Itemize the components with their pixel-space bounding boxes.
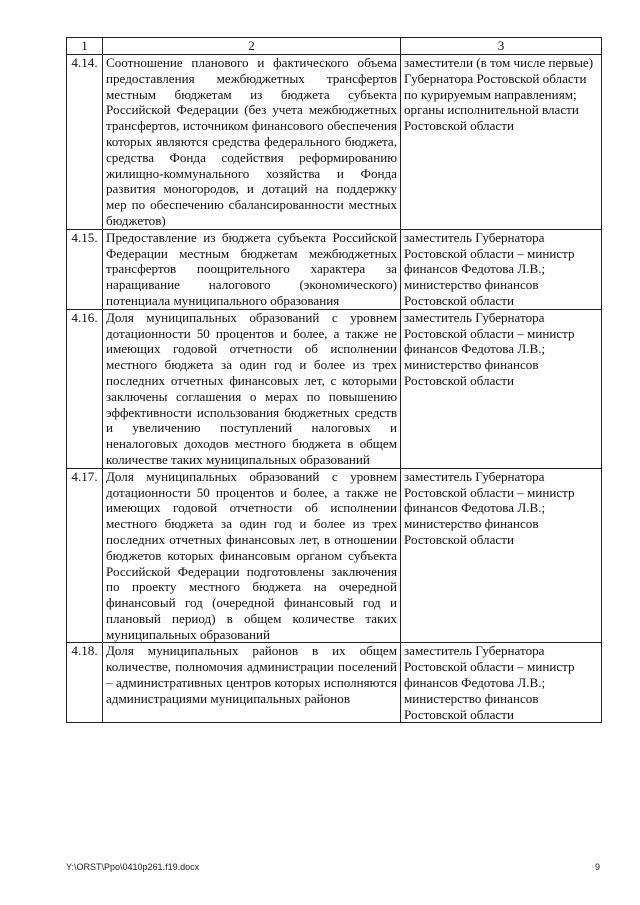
row-description: Предоставление из бюджета субъекта Российской Федерации местным бюджетам межбюджетных трансфертов поощрительного характера за наращивание налогового (экономического) потенциала муниципального образования [103,229,401,309]
table-row [67,309,602,468]
page-number: 9 [594,862,600,872]
table-row [67,643,602,723]
row-responsible: заместитель Губернатора Ростовской области – министр финансов Федотова Л.В.; министерство финансов Ростовской области [401,643,602,723]
row-description: Доля муниципальных образований с уровнем дотационности 50 процентов и более, а также не имеющих годовой отчетности об исполнении местного бюджета за один год и более из трех последних отчетных финансовых лет, с которыми заключены соглашения о мерах по повышению эффективности использования бюджетных средств и увеличению поступлений налоговых и неналоговых доходов местного бюджета в общем количестве таких муниципальных образований [103,309,401,468]
row-responsible: заместители (в том числе первые) Губернатора Ростовской области по курируемым направлениям; органы исполнительной власти Ростовской области [401,55,602,230]
header-col-3: 3 [401,38,602,55]
row-number: 4.15. [67,229,103,309]
row-responsible: заместитель Губернатора Ростовской области – министр финансов Федотова Л.В.; министерство финансов Ростовской области [401,468,602,643]
row-description: Соотношение планового и фактического объема предоставления межбюджетных трансфертов местным бюджетам из бюджета субъекта Российской Федерации (без учета межбюджетных трансфертов, источником финансового обеспечения которых являются средства федерального бюджета, средства Фонда содействия реформированию жилищно-коммунального хозяйства и Фонда развития моногородов, и дотаций на поддержку мер по обеспечению сбалансированности местных бюджетов) [103,55,401,230]
row-number: 4.18. [67,643,103,723]
row-number: 4.14. [67,55,103,230]
row-number: 4.16. [67,309,103,468]
indicators-table [66,37,602,723]
row-number: 4.17. [67,468,103,643]
header-col-1: 1 [67,38,103,55]
row-description: Доля муниципальных районов в их общем количестве, полномочия администрации поселений – административных центров которых исполняются администрациями муниципальных районов [103,643,401,723]
header-col-2: 2 [103,38,401,55]
row-description: Доля муниципальных образований с уровнем дотационности 50 процентов и более, а также не имеющих годовой отчетности об исполнении местного бюджета за один год и более из трех последних отчетных финансовых лет, в отношении бюджетов которых финансовым органом субъекта Российской Федерации подготовлены заключения по проекту местного бюджета на очередной финансовый год (очередной финансовый год и плановый период) в общем количестве таких муниципальных образований [103,468,401,643]
table-body [67,38,602,723]
row-responsible: заместитель Губернатора Ростовской области – министр финансов Федотова Л.В.; министерство финансов Ростовской области [401,309,602,468]
table-row [67,55,602,230]
file-path: Y:\ORST\Ppo\0410p261.f19.docx [66,862,200,872]
table-row [67,468,602,643]
table-row [67,229,602,309]
table-header-row [67,38,602,55]
row-responsible: заместитель Губернатора Ростовской области – министр финансов Федотова Л.В.; министерство финансов Ростовской области [401,229,602,309]
